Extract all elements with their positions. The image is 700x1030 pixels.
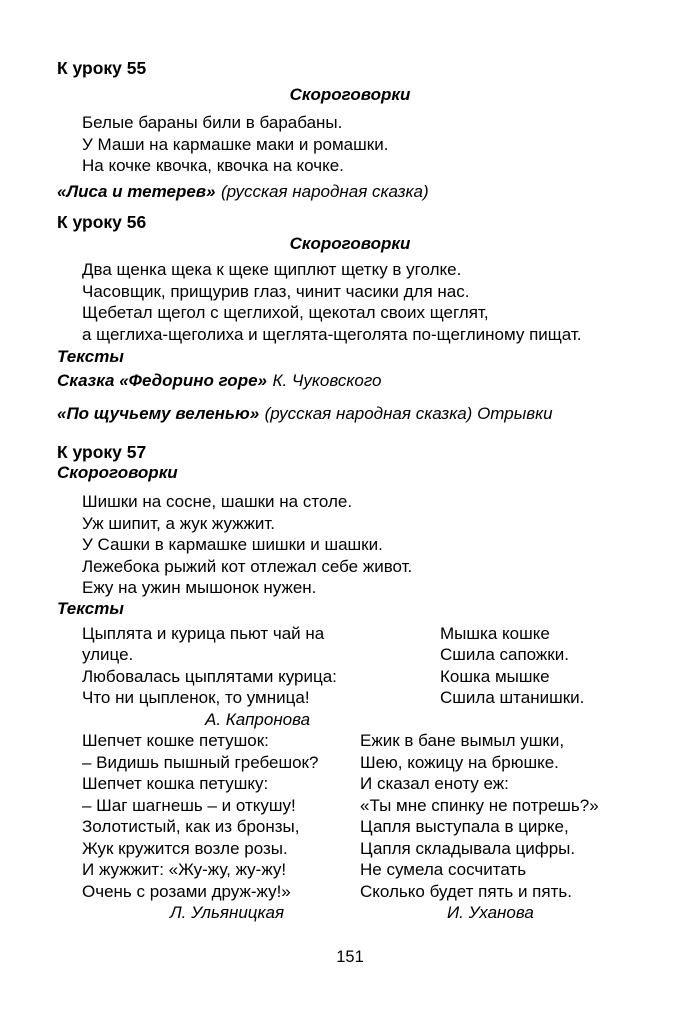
poem-line: Шепчет кошке петушок: xyxy=(82,731,269,750)
lesson-56-heading: К уроку 56 xyxy=(57,212,147,232)
poem-line: Не сумела сосчитать xyxy=(360,860,527,879)
poem-line: Сколько будет пять и пять. xyxy=(360,881,572,901)
poem-line: Золотистый, как из бронзы, xyxy=(82,817,300,836)
poem-line: – Видишь пышный гребешок? xyxy=(82,752,319,772)
poem-line: Шею, кожицу на брюшке. xyxy=(360,752,559,772)
tongue-twister-line: Шишки на сосне, шашки на столе. xyxy=(82,492,353,511)
tongue-twister-line: Часовщик, прищурив глаз, чинит часики для нас. xyxy=(82,281,470,301)
story-note: (русская народная сказка) Отрывки xyxy=(264,403,553,423)
poem-line: И жужжит: «Жу-жу, жу-жу! xyxy=(82,860,287,879)
tongue-twister-line: а щеглиха-щеголиха и щеглята-щеголята по-щеглиному пищат. xyxy=(82,324,582,344)
lesson-55-story-reference xyxy=(57,181,643,203)
poem-line: Цыплята и курица пьют чай на улице. xyxy=(82,623,325,664)
poem-line: Цапля складывала цифры. xyxy=(360,838,576,858)
poem-line: – Шаг шагнешь – и откушу! xyxy=(82,795,296,815)
poem-line: Сшила сапожки. xyxy=(440,645,569,664)
story-title: Сказка «Федорино горе» xyxy=(57,371,267,390)
poem-left xyxy=(82,816,360,924)
poem-right xyxy=(360,816,575,924)
poem-pair xyxy=(57,816,643,924)
poem-line: Ежик в бане вымыл ушки, xyxy=(360,731,565,750)
tongue-twister-line: Два щенка щека к щеке щиплют щетку в уголке. xyxy=(82,260,462,279)
poem-line: Сшила штанишки. xyxy=(440,688,585,707)
story-note: (русская народная сказка) xyxy=(220,181,429,201)
page-number: 151 xyxy=(336,948,364,966)
poem-right xyxy=(440,623,584,731)
lesson-57-heading: К уроку 57 xyxy=(57,442,147,462)
lesson-56-subheading: Скороговорки xyxy=(289,234,411,253)
poem-line: Шепчет кошка петушку: xyxy=(82,774,269,793)
tongue-twister-line: У Сашки в кармашке шишки и шашки. xyxy=(82,535,383,554)
poem-line: «Ты мне спинку не потрешь?» xyxy=(360,795,599,815)
tongue-twister-line: На кочке квочка, квочка на кочке. xyxy=(82,156,344,175)
story-note: К. Чуковского xyxy=(272,371,382,390)
tongue-twister-line: Щебетал щегол с щеглихой, щекотал своих щеглят, xyxy=(82,303,489,322)
poem-line: Цапля выступала в цирке, xyxy=(360,817,569,836)
poem-author: И. Уханова xyxy=(447,903,534,922)
lesson-56-tongue-twisters xyxy=(82,259,643,345)
poem-left xyxy=(82,730,360,816)
lesson-57-tongue-twisters xyxy=(82,491,643,599)
tongue-twister-line: Ежу на ужин мышонок нужен. xyxy=(82,578,317,597)
poem-pair xyxy=(57,730,643,816)
poem-right xyxy=(360,730,599,816)
poem-line: Что ни цыпленок, то умница! xyxy=(82,688,310,707)
poem-pair xyxy=(57,623,643,731)
lesson-57-texts-heading: Тексты xyxy=(57,598,124,618)
story-title: «По щучьему веленью» xyxy=(57,403,260,423)
lesson-56-text-reference xyxy=(57,403,643,425)
poem-line: Мышка кошке xyxy=(440,623,550,643)
poem-line: Любовалась цыплятами курица: xyxy=(82,666,337,686)
poem-left xyxy=(82,623,360,731)
tongue-twister-line: У Маши на кармашке маки и ромашки. xyxy=(82,134,389,154)
tongue-twister-line: Лежебока рыжий кот отлежал себе живот. xyxy=(82,556,413,576)
poem-line: Очень с розами друж-жу!» xyxy=(82,881,291,901)
lesson-57-subheading: Скороговорки xyxy=(57,463,178,482)
lesson-55-subheading: Скороговорки xyxy=(289,85,411,104)
story-title: «Лиса и тетерев» xyxy=(57,181,216,201)
poem-author: А. Капронова xyxy=(205,709,311,729)
poem-line: Жук кружится возле розы. xyxy=(82,838,288,858)
lesson-56-text-reference xyxy=(57,370,643,392)
tongue-twister-line: Белые бараны били в барабаны. xyxy=(82,113,343,132)
poem-line: И сказал еноту еж: xyxy=(360,774,509,793)
poem-author: Л. Ульяницкая xyxy=(170,903,285,922)
lesson-56-texts-heading: Тексты xyxy=(57,347,124,366)
poem-line: Кошка мышке xyxy=(440,666,550,686)
lesson-55-tongue-twisters xyxy=(82,112,643,177)
lesson-55-heading: К уроку 55 xyxy=(57,58,147,78)
tongue-twister-line: Уж шипит, а жук жужжит. xyxy=(82,513,276,533)
